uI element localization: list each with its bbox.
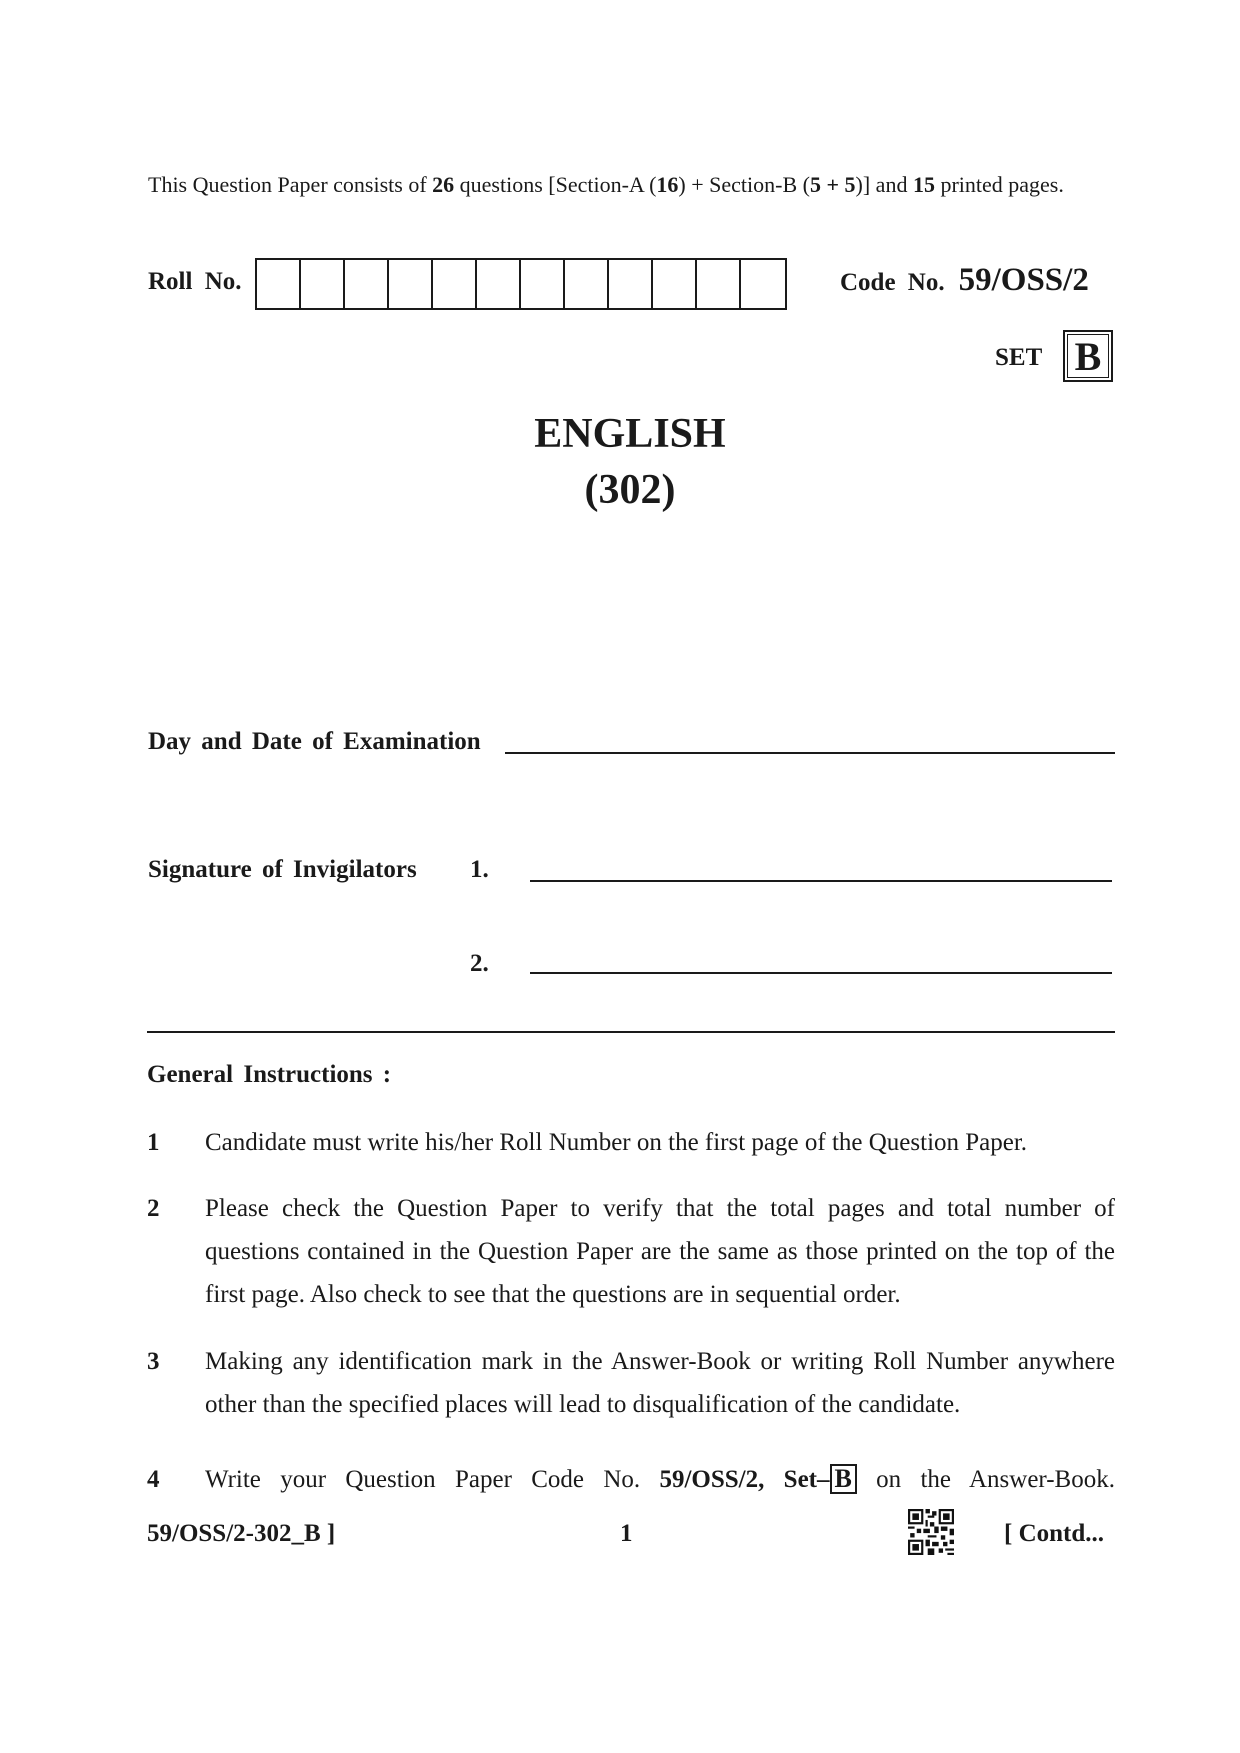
instruction-code: 59/OSS/2, Set– — [659, 1466, 830, 1493]
footer-paper-code: 59/OSS/2-302_B ] — [147, 1520, 336, 1547]
invigilator-signature-label: Signature of Invigilators — [148, 856, 417, 883]
subject-code: (302) — [584, 467, 676, 513]
pages-count: 15 — [912, 172, 935, 197]
set-value-box: B — [1063, 330, 1113, 382]
roll-number-box[interactable] — [389, 260, 433, 308]
instruction-item — [147, 1187, 1115, 1316]
roll-number-box[interactable] — [345, 260, 389, 308]
instruction-text: Please check the Question Paper to verify that the total pages and total number of questions contained in the Question Paper are the same as those printed on the top of the first page. Also check to see that the questions are in sequential order. — [205, 1195, 1115, 1308]
roll-number-box[interactable] — [653, 260, 697, 308]
roll-number-label: Roll No. — [148, 268, 242, 295]
section-a-count: 16 — [656, 172, 679, 197]
instruction-item — [147, 1340, 1115, 1426]
roll-number-box[interactable] — [257, 260, 301, 308]
roll-number-box[interactable] — [477, 260, 521, 308]
exam-date-label: Day and Date of Examination — [148, 728, 481, 755]
instruction-text: Candidate must write his/her Roll Number on the first page of the Question Paper. — [205, 1129, 1028, 1156]
instruction-number: 2 — [147, 1195, 160, 1222]
section-divider — [147, 1031, 1115, 1033]
roll-number-box[interactable] — [697, 260, 741, 308]
roll-number-box[interactable] — [741, 260, 785, 308]
subject-title: ENGLISH — [534, 411, 726, 457]
code-number — [840, 262, 1089, 299]
exam-date-line[interactable] — [505, 752, 1115, 754]
code-number-label: Code No. — [840, 269, 945, 296]
instruction-text: Write your Question Paper Code No. 59/OSS/2, Set– B on the Answer-Book. — [205, 1464, 1115, 1493]
instruction-number: 1 — [147, 1129, 160, 1156]
page-number: 1 — [620, 1520, 633, 1547]
continued-marker: [ Contd... — [1004, 1520, 1105, 1547]
set-label: SET — [995, 344, 1043, 371]
signature-1-line[interactable] — [530, 880, 1112, 882]
code-number-value: 59/OSS/2 — [958, 262, 1089, 298]
instruction-set-box: B — [830, 1464, 857, 1494]
paper-summary: This Question Paper consists of 26 questions [Section-A (16) + Section-B (5 + 5)] and 15 printed pages. — [148, 172, 1064, 197]
signature-2-line[interactable] — [530, 972, 1112, 974]
instruction-number: 4 — [147, 1466, 160, 1493]
instruction-number: 3 — [147, 1348, 160, 1375]
roll-number-box[interactable] — [521, 260, 565, 308]
instruction-item — [147, 1121, 1115, 1164]
instruction-text: Making any identification mark in the Answer-Book or writing Roll Number anywhere other than the specified places will lead to disqualification of the candidate. — [205, 1348, 1115, 1418]
roll-number-box[interactable] — [609, 260, 653, 308]
instructions-heading: General Instructions : — [147, 1061, 392, 1088]
signature-1-number: 1. — [470, 856, 489, 883]
qr-code-icon — [908, 1509, 954, 1555]
questions-count: 26 — [432, 172, 455, 197]
section-b-count: 5 + 5 — [809, 172, 856, 197]
instruction-item — [147, 1458, 1115, 1501]
signature-2-number: 2. — [470, 950, 489, 977]
roll-number-box[interactable] — [565, 260, 609, 308]
roll-number-box[interactable] — [301, 260, 345, 308]
roll-number-box[interactable] — [433, 260, 477, 308]
roll-number-boxes[interactable] — [255, 258, 787, 310]
